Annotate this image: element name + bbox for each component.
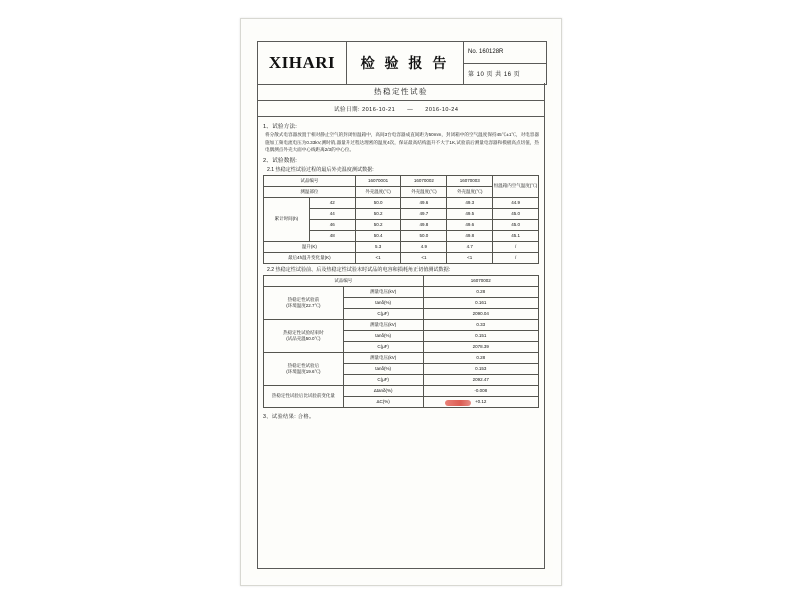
table2-param-value: 0.33 <box>423 319 539 330</box>
table1-rise-cell: 4.9 <box>401 241 447 252</box>
table2-group-label-after: 热稳定性试验后 (环境温度19.6℃) <box>264 352 344 385</box>
table1-time-group-label: 累计时间(h) <box>264 197 310 241</box>
table1-hours: 46 <box>309 219 355 230</box>
table2-param-value: 2090.04 <box>423 308 539 319</box>
table2-param-value: 0.151 <box>423 330 539 341</box>
data-heading: 2、试验数据: <box>263 157 298 164</box>
test-date-row <box>257 101 545 117</box>
report-sheet <box>249 27 553 577</box>
table1-sample-2: 16070002 <box>401 175 447 186</box>
table1-subheader-3: 外壳温度(℃) <box>447 186 493 197</box>
table1-change-cell: <1 <box>447 252 493 263</box>
method-heading: 1、试验方法: <box>263 124 298 130</box>
table-row <box>264 175 539 186</box>
table1-cell: 49.6 <box>401 197 447 208</box>
table1-rise-cell: 4.7 <box>447 241 493 252</box>
table1-cell: 50.4 <box>355 230 401 241</box>
table1-ambient: 45.0 <box>493 208 539 219</box>
table2-param-name: 测量电压(kV) <box>343 352 423 363</box>
table1-rise-cell: 5.3 <box>355 241 401 252</box>
table2-param-value: 0.161 <box>423 297 539 308</box>
report-body <box>257 117 545 569</box>
company-logo: XIHARI <box>258 42 347 84</box>
page-info: 第 10 页 共 16 页 <box>468 72 521 79</box>
table1-subheader-1: 外壳温度(℃) <box>355 186 401 197</box>
table2-param-name: 测量电压(kV) <box>343 319 423 330</box>
table2-param-name: tanδ(%) <box>343 297 423 308</box>
table1-heading: 2.1 热稳定性试验过程的最后外壳温度测试数据: <box>267 166 374 173</box>
table1-cell: 49.7 <box>401 208 447 219</box>
table1-change-ambient: / <box>493 252 539 263</box>
method-text: 将分散式电容器放置于相对静止空气的封闭恒温箱中，高间3台电容器成直间距为50mm，封闭箱中的空气温度保持45℃±1℃，对电容器施加工频电流电压为0.33kV,测时销,器量升过程达理密的温度4次，保证最高结构温升不大于1K,试验前后测量电容器和模板高点切值，热电偶测点外壳大面中心线距离2/3的中心位。 <box>265 132 539 153</box>
report-number-label: No. <box>468 49 478 56</box>
table1-change-cell: <1 <box>355 252 401 263</box>
report-number-value: 160128R <box>479 49 504 56</box>
table1-cell: 50.0 <box>401 230 447 241</box>
table-row <box>264 352 539 363</box>
test-date-label: 试验日期: <box>334 106 361 113</box>
table2-param-name: tanδ(%) <box>343 363 423 374</box>
table1-rise-ambient: / <box>493 241 539 252</box>
section-title: 热稳定性试验 <box>257 83 545 101</box>
table1-sample-no-label: 试品编号 <box>264 175 356 186</box>
table1-measure-point-label: 测温部位 <box>264 186 356 197</box>
table2-heading: 2.2 热稳定性试验前、后及热稳定性试验末时试品的电容和损耗角正切值测试数据: <box>267 266 451 273</box>
table1-cell: 50.2 <box>355 219 401 230</box>
table2-sample-label: 试品编号 <box>264 275 424 286</box>
table2-param-value: 0.153 <box>423 363 539 374</box>
table1-cell: 49.5 <box>447 208 493 219</box>
table2-param-name: tanδ(%) <box>343 330 423 341</box>
red-mark <box>445 400 471 406</box>
table1-sample-3: 16070003 <box>447 175 493 186</box>
table1-sample-1: 16070001 <box>355 175 401 186</box>
table1-hours: 44 <box>309 208 355 219</box>
table1-hours: 42 <box>309 197 355 208</box>
table2-param-value: 0.28 <box>423 352 539 363</box>
report-page <box>240 18 562 586</box>
table1-cell: 50.0 <box>355 197 401 208</box>
table-row <box>264 286 539 297</box>
capacitance-table <box>263 275 539 408</box>
table1-cell: 50.2 <box>355 208 401 219</box>
test-date-line <box>334 105 458 113</box>
table1-cell: 49.8 <box>401 219 447 230</box>
test-date-end: 2016-10-24 <box>425 106 459 113</box>
report-title: 检 验 报 告 <box>347 42 464 84</box>
table1-ambient: 45.0 <box>493 219 539 230</box>
table1-subheader-2: 外壳温度(℃) <box>401 186 447 197</box>
table2-param-name: C(μF) <box>343 341 423 352</box>
table1-ambient-label: 恒温箱内空气温度(℃) <box>493 175 539 197</box>
table-row <box>264 275 539 286</box>
table2-delta-label: 热稳定性试验后比试验前变化量 <box>264 385 344 407</box>
table2-param-name: C(μF) <box>343 374 423 385</box>
table1-cell: 49.3 <box>447 197 493 208</box>
table2-param-value: 0.28 <box>423 286 539 297</box>
table2-delta-value: +0.12 <box>423 396 539 407</box>
table1-cell: 49.6 <box>447 219 493 230</box>
table1-ambient: 44.9 <box>493 197 539 208</box>
report-number <box>464 42 546 64</box>
table2-delta-name: Δtanδ(%) <box>343 385 423 396</box>
table2-group-label-before: 热稳定性试验前 (环境温度22.7℃) <box>264 286 344 319</box>
table-row <box>264 252 539 263</box>
table1-cell: 49.8 <box>447 230 493 241</box>
table-row <box>264 197 539 208</box>
table1-change-cell: <1 <box>401 252 447 263</box>
table2-param-value: 2078.39 <box>423 341 539 352</box>
table-row <box>264 319 539 330</box>
table2-param-name: C(μF) <box>343 308 423 319</box>
report-header <box>257 41 547 85</box>
table2-group-label-during: 热稳定性试验结束时 (试品壳温50.0℃) <box>264 319 344 352</box>
table2-delta-value: -0.008 <box>423 385 539 396</box>
test-date-separator: — <box>407 106 414 113</box>
table-row <box>264 385 539 396</box>
table1-change-label: 最后4h温升变化量(K) <box>264 252 356 263</box>
table1-ambient: 45.1 <box>493 230 539 241</box>
table1-hours: 48 <box>309 230 355 241</box>
table2-param-value: 2092.47 <box>423 374 539 385</box>
conclusion-text: 3、试验结果: 合格。 <box>263 413 315 420</box>
table2-delta-name: ΔC(%) <box>343 396 423 407</box>
table1-rise-label: 温升(K) <box>264 241 356 252</box>
test-date-start: 2016-10-21 <box>362 106 396 113</box>
table2-sample-value: 16070002 <box>423 275 539 286</box>
report-meta <box>464 42 546 84</box>
temperature-table <box>263 175 539 264</box>
table2-param-name: 测量电压(kV) <box>343 286 423 297</box>
table-row <box>264 241 539 252</box>
